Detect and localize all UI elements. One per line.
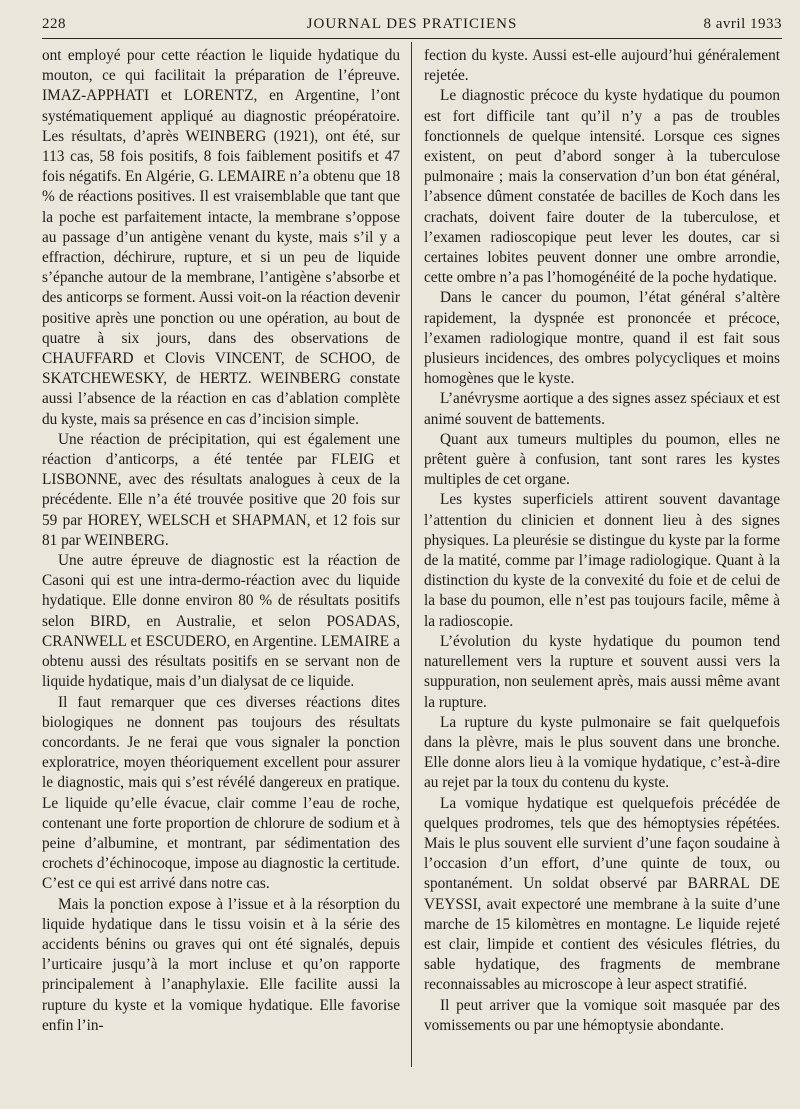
right-column — [424, 46, 780, 1036]
header-rule — [42, 38, 782, 39]
paragraph: Le diagnostic précoce du kyste hydatique du poumon est fort difficile tant qu’il n’y a pas de troubles fonctionnels de quelque intensité. Lorsque ces signes existent, on peut d’abord songer à la tuberculose pulmonaire ; mais la conservation d’un bon état général, l’absence dûment constatée de bacilles de Koch dans les crachats, doivent faire douter de la tuberculose, et l’examen radioscopique peut lever les doutes, car si certaines lobites peuvent donner une ombre arrondie, cette ombre n’a pas l’homogénéité de la poche hydatique. — [424, 87, 780, 287]
paragraph: Il faut remarquer que ces diverses réactions dites biologiques ne donnent pas toujours des résultats concordants. Je ne ferai que vous signaler la ponction exploratrice, moyen théoriquement excellent pour assurer le diagnostic, mais qui s’est révélé dangereux en pratique. Le liquide qu’elle évacue, clair comme l’eau de roche, contenant une forte proportion de chlorure de sodium et à peine d’albumine, et montrant, par sédimentation des crochets d’échinocoque, impose au diagnostic la certitude. C’est ce qui est arrivé dans notre cas. — [42, 693, 400, 893]
paragraph: La rupture du kyste pulmonaire se fait quelquefois dans la plèvre, mais le plus souvent dans une bronche. Elle donne alors lieu à la vomique hydatique, c’est-à-dire au rejet par la toux du contenu du kyste. — [424, 713, 780, 792]
paragraph: Quant aux tumeurs multiples du poumon, elles ne prêtent guère à confusion, tant sont rares les kystes multiples de cet organe. — [424, 430, 780, 489]
issue-date: 8 avril 1933 — [703, 16, 782, 32]
column-divider — [411, 42, 412, 1067]
left-column — [42, 46, 400, 1036]
paragraph: Une autre épreuve de diagnostic est la réaction de Casoni qui est une intra-dermo-réaction avec du liquide hydatique. Elle donne environ 80 % de résultats positifs selon BIRD, en Australie, et selon POSADAS, CRANWELL et ESCUDERO, en Argentine. LEMAIRE a obtenu aussi des résultats positifs en se servant non de liquide hydatique, mais d’un dialysat de ce liquide. — [42, 552, 400, 691]
paragraph: L’anévrysme aortique a des signes assez spéciaux et est animé souvent de battements. — [424, 390, 780, 428]
paragraph: L’évolution du kyste hydatique du poumon tend naturellement vers la rupture et souvent aussi vers la suppuration, non seulement après, mais aussi même avant la rupture. — [424, 632, 780, 711]
page-header — [42, 12, 782, 36]
paragraph: Les kystes superficiels attirent souvent davantage l’attention du clinicien et donnent lieu à des signes physiques. La pleurésie se distingue du kyste par la forme de la matité, comme par l’image radiologique. Quant à la distinction du kyste de la convexité du foie et de celui de la base du poumon, elle n’est pas toujours facile, même à la radioscopie. — [424, 491, 780, 630]
page-number: 228 — [42, 16, 66, 32]
paragraph: Mais la ponction expose à l’issue et à la résorption du liquide hydatique dans le tissu voisin et à la série des accidents bénins ou graves qui ont été signalés, depuis l’urticaire jusqu’à la mort incluse et qu’on rapporte principalement à l’anaphylaxie. Elle facilite aussi la rupture du kyste et la vomique hydatique. Elle favorise enfin l’in- — [42, 895, 400, 1034]
paragraph: ont employé pour cette réaction le liquide hydatique du mouton, ce qui facilitait la préparation de l’épreuve. IMAZ-APPHATI et LORENTZ, en Argentine, l’ont systématiquement appliqué au diagnostic préopératoire. Les résultats, d’après WEINBERG (1921), ont été, sur 113 cas, 58 fois positifs, 8 fois faiblement positifs et 47 fois négatifs. En Algérie, G. LEMAIRE n’a obtenu que 18 % de réactions positives. Il est vraisemblable que tant que la poche est parfaitement intacte, la membrane s’oppose au passage d’un antigène venant du kyste, mais s’il y a effraction, déchirure, rupture, et si un peu de liquide s’épanche autour de la membrane, l’antigène s’absorbe et des anticorps se forment. Aussi voit-on la réaction devenir positive après une ponction ou une opération, au bout de quatre à six jours, dans des observations de CHAUFFARD et Clovis VINCENT, de SCHOO, de SKATCHEWESKY, de HERTZ. WEINBERG constate aussi l’absence de la réaction en cas d’ablation complète du kyste, mais sa présence en cas d’incision simple. — [42, 47, 400, 428]
paragraph: Il peut arriver que la vomique soit masquée par des vomissements ou par une hémoptysie abondante. — [424, 996, 780, 1034]
paragraph: Une réaction de précipitation, qui est également une réaction d’anticorps, a été tentée par FLEIG et LISBONNE, avec des résultats analogues à ceux de la précédente. Elle n’a été trouvée positive que 20 fois sur 59 par HOREY, WELSCH et SHAPMAN, et 12 fois sur 81 par WEINBERG. — [42, 430, 400, 549]
paragraph: La vomique hydatique est quelquefois précédée de quelques prodromes, tels que des hémoptysies répétées. Mais le plus souvent elle survient d’une façon soudaine à l’occasion d’un effort, d’une quinte de toux, ou spontanément. Un soldat observé par BARRAL DE VEYSSI, avait expectoré une membrane à la suite d’une marche de 15 kilomètres en montagne. Le liquide rejeté est clair, limpide et contient des vésicules flétries, du sable hydatique, des fragments de membrane reconnaissables au microscope à leur aspect stratifié. — [424, 794, 780, 994]
journal-title: JOURNAL DES PRATICIENS — [306, 16, 518, 32]
paragraph: fection du kyste. Aussi est-elle aujourd’hui généralement rejetée. — [424, 47, 780, 85]
paragraph: Dans le cancer du poumon, l’état général s’altère rapidement, la dyspnée est prononcée et précoce, l’examen radiologique montre, quand il est fait sous plusieurs incidences, des ombres polycycliques et moins homogènes que le kyste. — [424, 289, 780, 388]
